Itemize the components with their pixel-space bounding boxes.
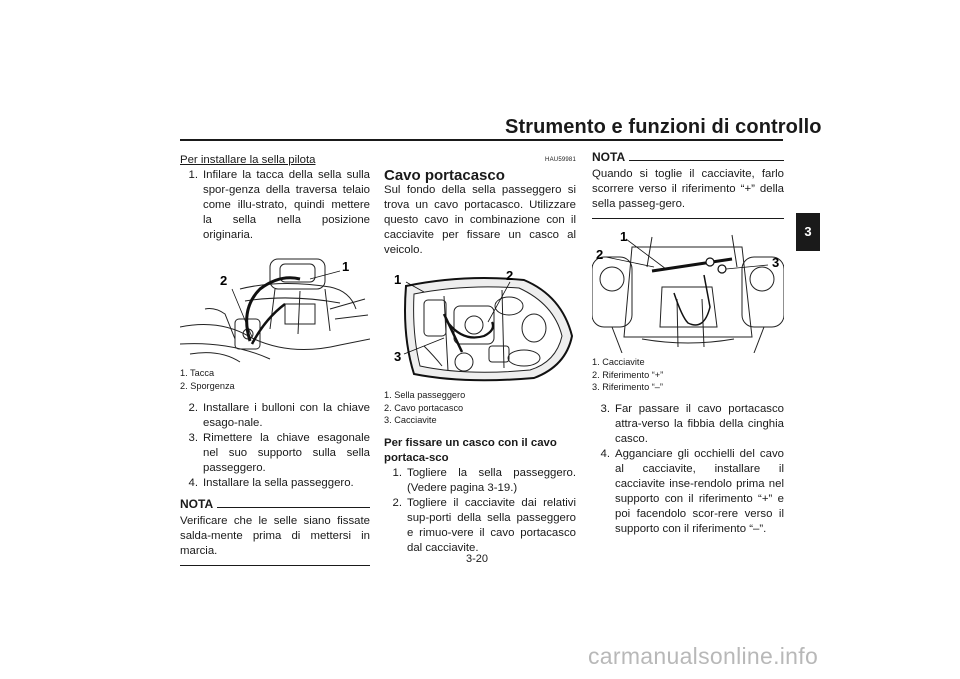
section-code: HAU59981 xyxy=(545,157,576,163)
step-text: Rimettere la chiave esagonale nel suo supporto sulla sella passeggero. xyxy=(203,432,370,474)
right-callout-3: 3 xyxy=(772,255,780,270)
caption-item: 3. Riferimento “–” xyxy=(592,382,663,392)
step-text: Far passare il cavo portacasco attra-verso la fibbia della cinghia casco. xyxy=(615,402,784,445)
middle-callout-3: 3 xyxy=(394,349,402,364)
nota-rule xyxy=(629,160,784,161)
caption-item: 3. Cacciavite xyxy=(384,415,437,425)
middle-subhead: Per fissare un casco con il cavo portaca-sco xyxy=(384,436,557,464)
left-figure xyxy=(180,249,370,364)
caption-item: 1. Tacca xyxy=(180,368,215,378)
left-steps-b xyxy=(180,401,370,491)
left-callout-1: 1 xyxy=(342,259,350,274)
step-text: Togliere la sella passeggero. (Vedere pagina 3-19.) xyxy=(407,466,576,494)
left-nota-text: Verificare che le selle siano fissate salda-mente prima di mettersi in marcia. xyxy=(180,515,370,557)
step-text: Installare la sella passeggero. xyxy=(203,477,354,489)
left-step-1 xyxy=(180,168,370,243)
middle-step-1 xyxy=(384,466,576,496)
middle-column xyxy=(384,153,576,556)
nota-rule xyxy=(217,507,370,508)
right-caption xyxy=(592,356,784,394)
section-title: Cavo portacasco xyxy=(384,167,505,184)
nota-end-rule xyxy=(592,218,784,219)
nota-label: NOTA xyxy=(592,150,626,164)
step-number: 4. xyxy=(600,447,610,460)
right-step-3 xyxy=(592,402,784,447)
chapter-tab: 3 xyxy=(796,213,820,251)
middle-step-2 xyxy=(384,496,576,556)
middle-callout-1: 1 xyxy=(394,272,402,287)
step-number: 1. xyxy=(188,169,198,181)
left-step-2 xyxy=(180,401,370,431)
left-step-3 xyxy=(180,431,370,476)
header-rule xyxy=(180,139,783,141)
nota-label: NOTA xyxy=(180,497,214,511)
right-callout-1: 1 xyxy=(620,229,628,244)
right-nota-text: Quando si toglie il cacciavite, farlo scorrere verso il riferimento “+” della sella passeg-gero. xyxy=(592,168,784,210)
right-figure xyxy=(592,227,784,353)
step-text: Togliere il cacciavite dai relativi sup-porti della sella passeggero e rimuo-vere il cavo portacasco dal cacciavite. xyxy=(407,496,576,554)
left-caption xyxy=(180,367,370,392)
nota-end-rule xyxy=(180,565,370,566)
middle-caption xyxy=(384,389,576,427)
page-header-title: Strumento e funzioni di controllo xyxy=(505,116,822,138)
left-subtitle: Per installare la sella pilota xyxy=(180,154,316,166)
step-text: Agganciare gli occhielli del cavo al cacciavite, installare il cacciavite inse-rendolo prima nel supporto con il riferimento “+” e poi facendolo scor-rere verso il supporto con il riferimento “–”. xyxy=(615,447,784,535)
right-callout-2: 2 xyxy=(596,247,604,262)
step-number: 3. xyxy=(188,432,198,444)
section-intro: Sul fondo della sella passeggero si trova un cavo portacasco. Utilizzare questo cavo in combinazione con il cacciavite per fissare un casco al veicolo. xyxy=(384,184,576,256)
step-number: 1. xyxy=(392,466,402,479)
left-nota-heading xyxy=(180,497,370,512)
middle-callout-2: 2 xyxy=(506,268,514,283)
step-text: Infilare la tacca della sella sulla spor-genza della traversa telaio come illu-strato, quindi mettere la sella nella posizione originaria. xyxy=(203,169,370,241)
step-number: 2. xyxy=(392,496,402,509)
right-column xyxy=(592,150,784,537)
step-text: Installare i bulloni con la chiave esago-nale. xyxy=(203,402,370,429)
passenger-seat-underside-illustration xyxy=(384,266,576,386)
caption-item: 2. Cavo portacasco xyxy=(384,402,464,413)
caption-item: 1. Cacciavite xyxy=(592,357,645,367)
left-column xyxy=(180,153,370,566)
caption-item: 2. Riferimento “+” xyxy=(592,369,664,380)
watermark: carmanualsonline.info xyxy=(588,643,819,669)
caption-item: 1. Sella passeggero xyxy=(384,390,466,400)
left-callout-2: 2 xyxy=(220,273,228,288)
step-number: 3. xyxy=(600,402,610,415)
left-step-4 xyxy=(180,476,370,491)
right-nota-heading xyxy=(592,150,784,165)
caption-item: 2. Sporgenza xyxy=(180,380,235,391)
right-steps xyxy=(592,402,784,537)
page-number: 3-20 xyxy=(466,553,489,565)
screwdriver-mounting-illustration xyxy=(592,227,784,353)
right-step-4 xyxy=(592,447,784,537)
step-number: 4. xyxy=(188,477,198,489)
seat-installation-illustration xyxy=(180,249,370,364)
step-number: 2. xyxy=(188,402,198,414)
middle-figure xyxy=(384,266,576,386)
